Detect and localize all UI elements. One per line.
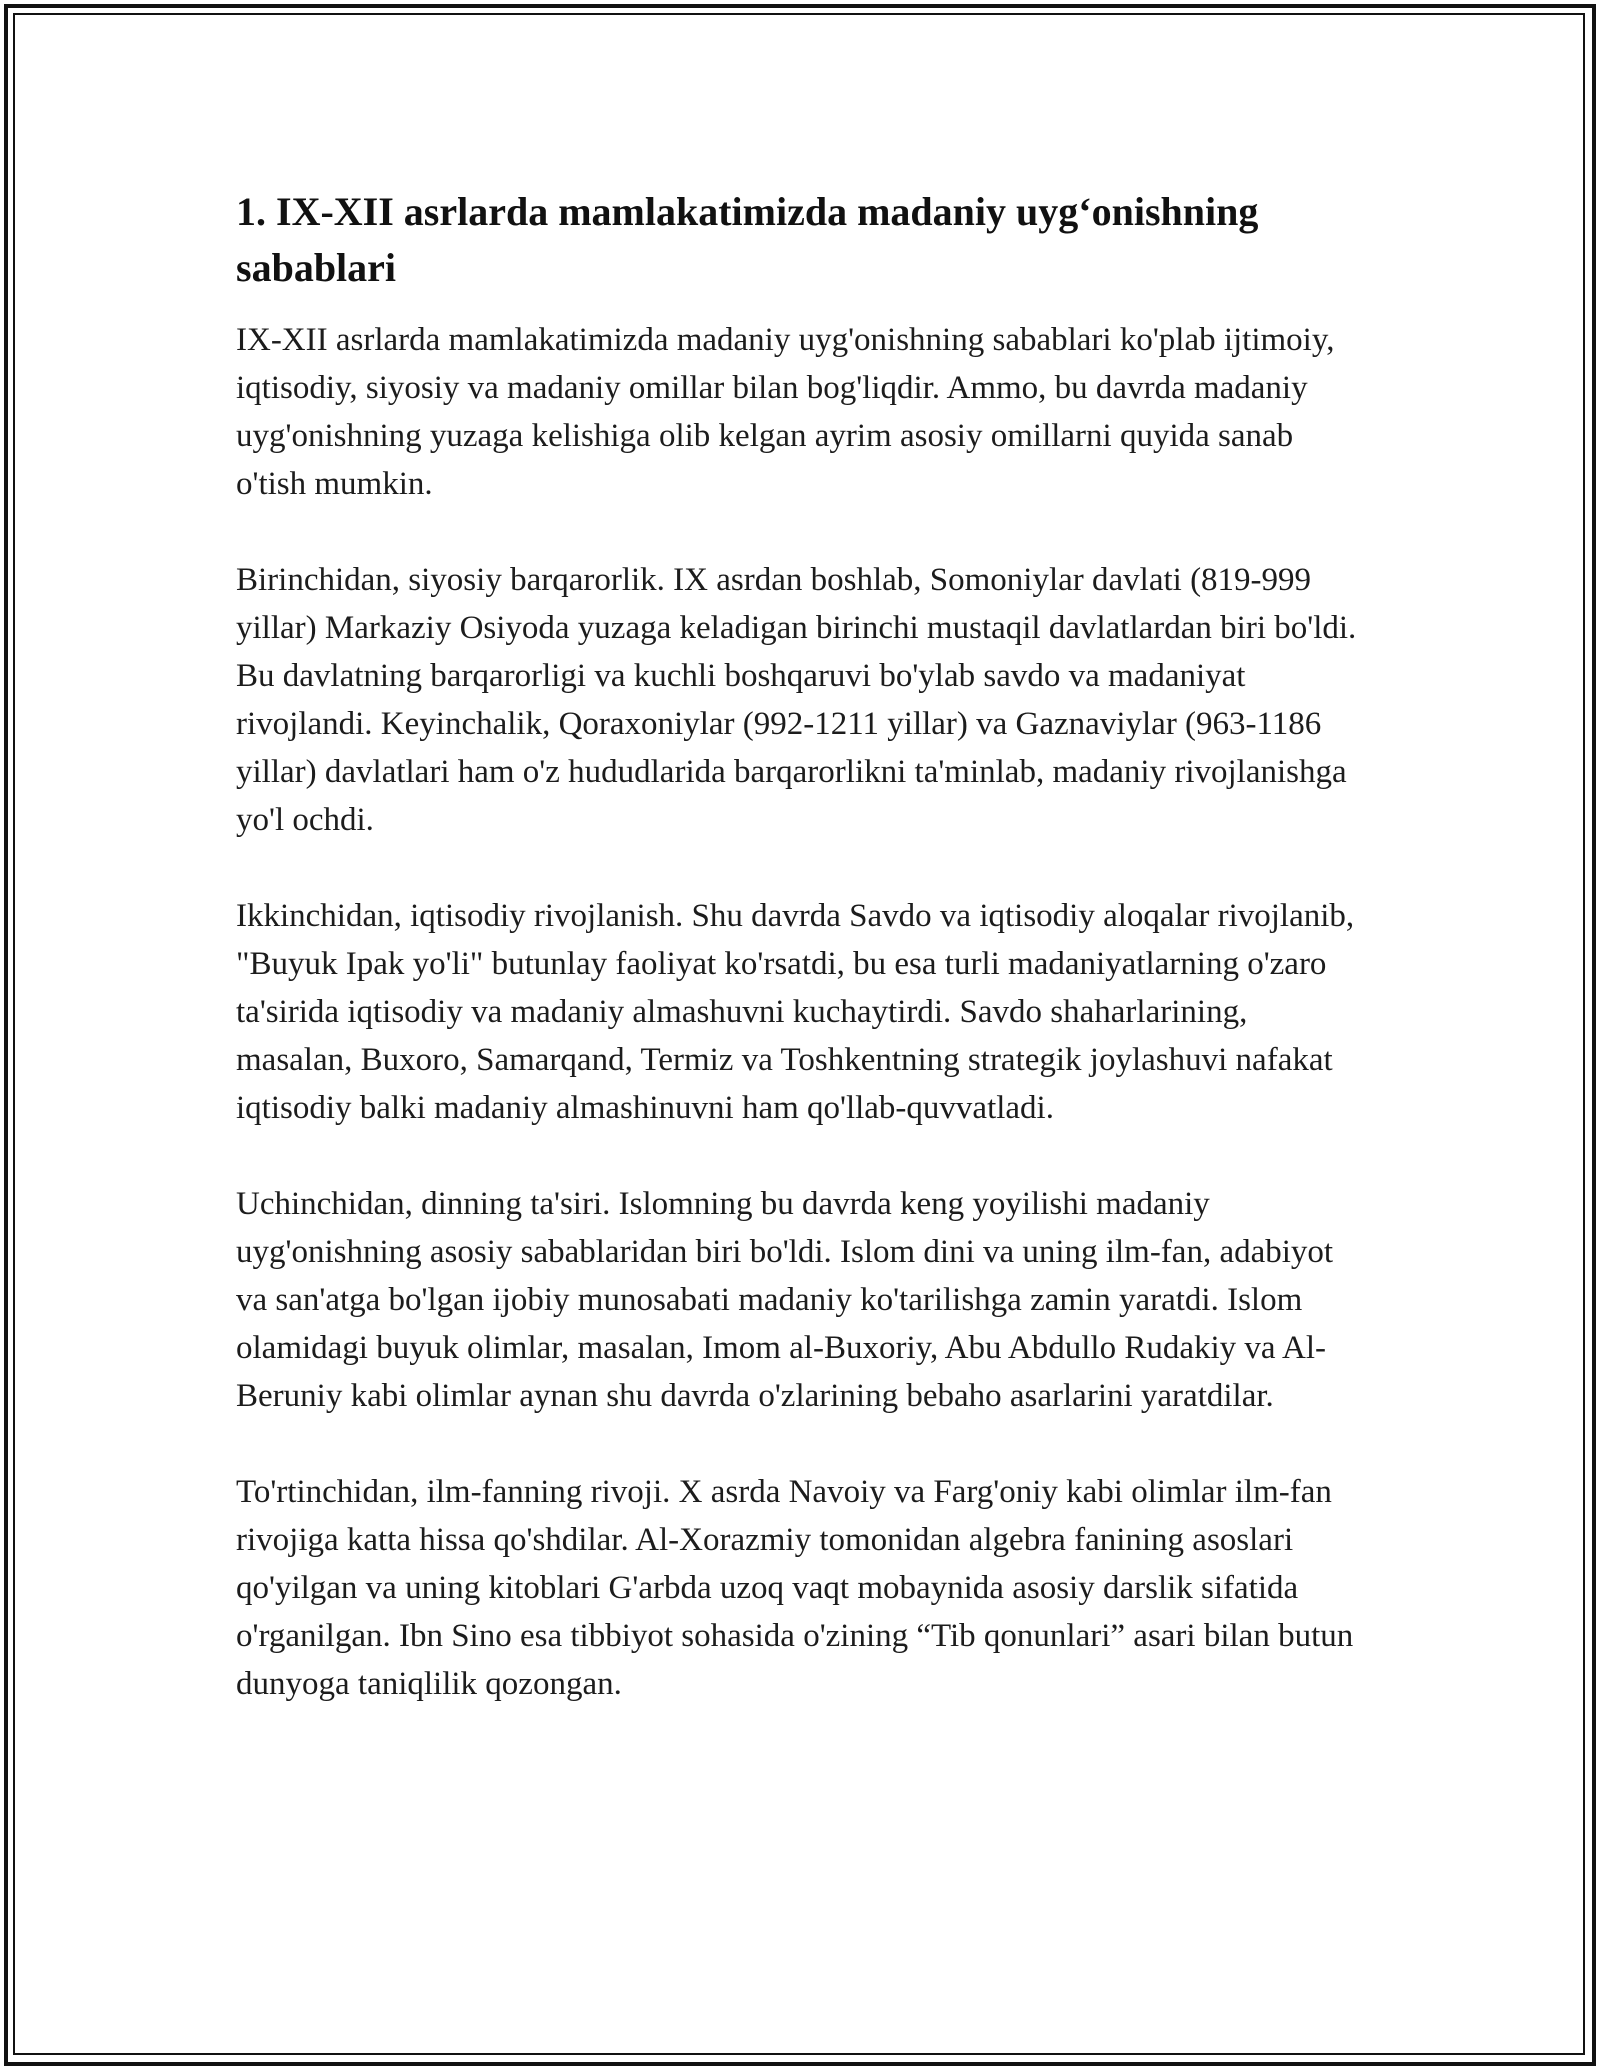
paragraph-science-development: To'rtinchidan, ilm-fanning rivoji. X asrda Navoiy va Farg'oniy kabi olimlar ilm-fan rivojiga katta hissa qo'shdilar. Al-Xorazmiy tomonidan algebra fanining asoslari qo'yilgan va uning kitoblari G'arbda uzoq vaqt mobaynida asosiy darslik sifatida o'rganilgan. Ibn Sino esa tibbiyot sohasida o'zining “Tib qonunlari” asari bilan butun dunyoga taniqlilik qozongan. xyxy=(236,1474,1354,1702)
paragraph-intro: IX-XII asrlarda mamlakatimizda madaniy uyg'onishning sabablari ko'plab ijtimoiy, iqtisodiy, siyosiy va madaniy omillar bilan bog'liqdir. Ammo, bu davrda madaniy uyg'onishning yuzaga kelishiga olib kelgan ayrim asosiy omillarni quyida sanab o'tish mumkin. xyxy=(236,322,1335,502)
paragraph-religion-influence: Uchinchidan, dinning ta'siri. Islomning bu davrda keng yoyilishi madaniy uyg'onishning asosiy sabablaridan biri bo'ldi. Islom dini va uning ilm-fan, adabiyot va san'atga bo'lgan ijobiy munosabati madaniy ko'tarilishga zamin yaratdi. Islom olamidagi buyuk olimlar, masalan, Imom al-Buxoriy, Abu Abdullo Rudakiy va Al-Beruniy kabi olimlar aynan shu davrda o'zlarining bebaho asarlarini yaratdilar. xyxy=(236,1186,1334,1414)
section-heading: 1. IX-XII asrlarda mamlakatimizda madaniy uyg‘onishning sabablari xyxy=(236,189,1259,290)
paragraph-political-stability: Birinchidan, siyosiy barqarorlik. IX asrdan boshlab, Somoniylar davlati (819-999 yillar) Markaziy Osiyoda yuzaga keladigan birinchi mustaqil davlatlardan biri bo'ldi. Bu davlatning barqarorligi va kuchli boshqaruvi bo'ylab savdo va madaniyat rivojlandi. Keyinchalik, Qoraxoniylar (992-1211 yillar) va Gaznaviylar (963-1186 yillar) davlatlari ham o'z hududlarida barqarorlikni ta'minlab, madaniy rivojlanishga yo'l ochdi. xyxy=(236,562,1357,838)
document-body xyxy=(236,184,1364,1708)
paragraph-economic-development: Ikkinchidan, iqtisodiy rivojlanish. Shu davrda Savdo va iqtisodiy aloqalar rivojlanib, "Buyuk Ipak yo'li" butunlay faoliyat ko'rsatdi, bu esa turli madaniyatlarning o'zaro ta'sirida iqtisodiy va madaniy almashuvni kuchaytirdi. Savdo shaharlarining, masalan, Buxoro, Samarqand, Termiz va Toshkentning strategik joylashuvi nafakat iqtisodiy balki madaniy almashinuvni ham qo'llab-quvvatladi. xyxy=(236,898,1355,1126)
